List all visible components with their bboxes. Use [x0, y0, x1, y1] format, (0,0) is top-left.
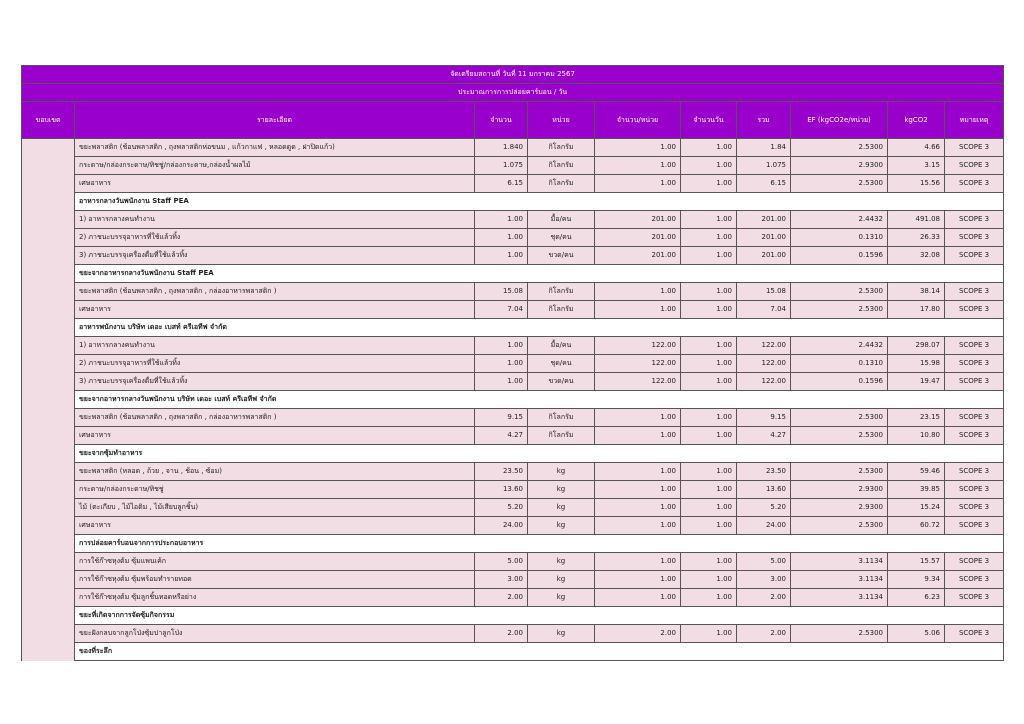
table-cell: kg [528, 589, 595, 607]
table-cell: 1.00 [681, 481, 737, 499]
table-cell: 1.00 [681, 229, 737, 247]
table-cell: 6.15 [475, 175, 528, 193]
section-row [22, 319, 1004, 337]
table-cell: 201.00 [595, 229, 681, 247]
table-cell: 3.00 [475, 571, 528, 589]
table-cell: 201.00 [595, 247, 681, 265]
table-cell: 23.50 [475, 463, 528, 481]
table-row [22, 427, 1004, 445]
table-cell: 1.00 [681, 499, 737, 517]
table-cell: SCOPE 3 [945, 571, 1004, 589]
section-title: ของที่ระลึก [75, 643, 1004, 661]
table-cell: 5.20 [737, 499, 791, 517]
section-title: การปล่อยคาร์บอนจากการประกอบอาหาร [75, 535, 1004, 553]
table-cell: 38.14 [888, 283, 945, 301]
table-cell: 3.15 [888, 157, 945, 175]
row-description: 3) ภาชนะบรรจุเครื่องดื่มที่ใช้แล้วทิ้ง [75, 373, 475, 391]
table-cell: 1.075 [737, 157, 791, 175]
table-cell: SCOPE 3 [945, 553, 1004, 571]
table-cell: 9.15 [475, 409, 528, 427]
table-cell: 0.1310 [791, 355, 888, 373]
table-cell: 201.00 [737, 211, 791, 229]
table-cell: 2.00 [737, 625, 791, 643]
header-cell: รวม [737, 102, 791, 139]
table-cell: 1.00 [681, 139, 737, 157]
emission-sheet [21, 65, 1003, 661]
table-cell: 1.00 [475, 337, 528, 355]
table-cell: 4.27 [475, 427, 528, 445]
section-row [22, 445, 1004, 463]
row-description: เศษอาหาร [75, 175, 475, 193]
table-cell: 1.00 [475, 355, 528, 373]
section-title: อาหารพนักงาน บริษัท เดอะ เบสท์ ครีเอทีฟ จำกัด [75, 319, 1004, 337]
table-cell: 2.4432 [791, 337, 888, 355]
table-row [22, 589, 1004, 607]
header-cell: จำนวน/หน่วย [595, 102, 681, 139]
table-cell: 1.00 [681, 427, 737, 445]
table-cell: 5.00 [737, 553, 791, 571]
table-row [22, 157, 1004, 175]
table-cell: 2.4432 [791, 211, 888, 229]
table-cell: 1.00 [681, 373, 737, 391]
table-row [22, 139, 1004, 157]
table-cell: 7.04 [475, 301, 528, 319]
table-cell: 1.00 [681, 337, 737, 355]
table-cell: 2.5300 [791, 409, 888, 427]
table-cell: 19.47 [888, 373, 945, 391]
table-cell: SCOPE 3 [945, 301, 1004, 319]
table-cell: 59.46 [888, 463, 945, 481]
table-cell: 122.00 [737, 373, 791, 391]
table-cell: 122.00 [737, 355, 791, 373]
table-cell: 1.00 [595, 481, 681, 499]
table-cell: 2.5300 [791, 139, 888, 157]
table-cell: 201.00 [595, 211, 681, 229]
table-cell: 24.00 [737, 517, 791, 535]
table-cell: 1.00 [681, 589, 737, 607]
table-row [22, 355, 1004, 373]
table-cell: SCOPE 3 [945, 481, 1004, 499]
table-cell: 1.00 [681, 175, 737, 193]
table-cell: ขวด/คน [528, 247, 595, 265]
table-cell: 122.00 [595, 355, 681, 373]
table-cell: 2.9300 [791, 157, 888, 175]
row-description: เศษอาหาร [75, 301, 475, 319]
section-row [22, 391, 1004, 409]
table-cell: 1.075 [475, 157, 528, 175]
header-cell: หน่วย [528, 102, 595, 139]
table-cell: 15.56 [888, 175, 945, 193]
header-row [22, 102, 1004, 139]
table-cell: ชุด/คน [528, 355, 595, 373]
header-cell: EF (kgCO2e/หน่วย) [791, 102, 888, 139]
table-row [22, 283, 1004, 301]
table-cell: 9.15 [737, 409, 791, 427]
table-cell: 9.34 [888, 571, 945, 589]
table-cell: 3.1134 [791, 571, 888, 589]
table-cell: กิโลกรัม [528, 427, 595, 445]
section-row [22, 265, 1004, 283]
table-cell: 1.00 [595, 499, 681, 517]
table-cell: 122.00 [595, 373, 681, 391]
table-cell: 2.5300 [791, 427, 888, 445]
row-description: กระดาษ/กล่องกระดาษ/ทิชชู่ [75, 481, 475, 499]
table-cell: กิโลกรัม [528, 409, 595, 427]
table-cell: 1.00 [595, 175, 681, 193]
table-cell: 1.00 [595, 139, 681, 157]
section-title: ขยะจากอาหารกลางวันพนักงาน Staff PEA [75, 265, 1004, 283]
table-cell: 3.00 [737, 571, 791, 589]
table-cell: 1.00 [475, 247, 528, 265]
table-row [22, 301, 1004, 319]
table-cell: 6.23 [888, 589, 945, 607]
table-cell: 1.00 [681, 553, 737, 571]
table-cell: SCOPE 3 [945, 139, 1004, 157]
table-cell: SCOPE 3 [945, 337, 1004, 355]
table-cell: 15.57 [888, 553, 945, 571]
table-cell: 6.15 [737, 175, 791, 193]
table-cell: kg [528, 571, 595, 589]
table-row [22, 175, 1004, 193]
table-cell: 1.00 [681, 517, 737, 535]
header-cell: ขอบเขต [22, 102, 75, 139]
section-title: ขยะที่เกิดจากการจัดซุ้มกิจกรรม [75, 607, 1004, 625]
table-cell: 1.00 [681, 301, 737, 319]
table-cell: SCOPE 3 [945, 247, 1004, 265]
row-description: ขยะพลาสติก (ช้อนพลาสติก , ถุงพลาสติกห่อขนม , แก้วกาแฟ , หลอดดูด , ฝาปิดแก้ว) [75, 139, 475, 157]
table-cell: kg [528, 625, 595, 643]
table-cell: 1.00 [681, 283, 737, 301]
table-cell: 491.08 [888, 211, 945, 229]
scope-column-cell [22, 139, 75, 661]
table-cell: 2.5300 [791, 301, 888, 319]
row-description: ขยะพลาสติก (ช้อนพลาสติก , ถุงพลาสติก , กล่องอาหารพลาสติก ) [75, 283, 475, 301]
table-cell: 5.00 [475, 553, 528, 571]
table-cell: 5.20 [475, 499, 528, 517]
row-description: กระดาษ/กล่องกระดาษ/ทิชชู่/กล่องกระดาษ,กล่องน้ำผลไม้ [75, 157, 475, 175]
table-cell: 1.00 [595, 553, 681, 571]
table-row [22, 625, 1004, 643]
table-cell: 2.9300 [791, 481, 888, 499]
table-cell: 4.66 [888, 139, 945, 157]
table-cell: 32.08 [888, 247, 945, 265]
table-cell: SCOPE 3 [945, 409, 1004, 427]
table-cell: 1.00 [595, 409, 681, 427]
table-cell: 1.00 [681, 157, 737, 175]
table-cell: 24.00 [475, 517, 528, 535]
header-cell: รายละเอียด [75, 102, 475, 139]
table-cell: 17.80 [888, 301, 945, 319]
table-cell: 3.1134 [791, 553, 888, 571]
table-cell: 15.08 [475, 283, 528, 301]
table-row [22, 481, 1004, 499]
emission-table [21, 65, 1004, 661]
table-cell: SCOPE 3 [945, 229, 1004, 247]
table-cell: SCOPE 3 [945, 373, 1004, 391]
table-cell: 5.06 [888, 625, 945, 643]
row-description: 3) ภาชนะบรรจุเครื่องดื่มที่ใช้แล้วทิ้ง [75, 247, 475, 265]
table-cell: 2.00 [475, 625, 528, 643]
row-description: ขยะฝังกลบจากลูกโป่งซุ้มปาลูกโป่ง [75, 625, 475, 643]
table-cell: 2.9300 [791, 499, 888, 517]
table-cell: SCOPE 3 [945, 463, 1004, 481]
table-cell: SCOPE 3 [945, 517, 1004, 535]
table-cell: 7.04 [737, 301, 791, 319]
table-row [22, 229, 1004, 247]
sheet-title: จัดเตรียมสถานที่ วันที่ 11 มกราคม 2567 [22, 66, 1004, 84]
table-cell: ชุด/คน [528, 229, 595, 247]
table-cell: 60.72 [888, 517, 945, 535]
table-cell: 1.84 [737, 139, 791, 157]
table-cell: 1.00 [595, 283, 681, 301]
section-row [22, 193, 1004, 211]
table-cell: 2.5300 [791, 463, 888, 481]
row-description: การใช้ก๊าซหุงต้ม ซุ้มลูกชิ้นทอดหรือย่าง [75, 589, 475, 607]
table-cell: kg [528, 517, 595, 535]
table-cell: 2.00 [595, 625, 681, 643]
table-cell: 15.98 [888, 355, 945, 373]
table-cell: kg [528, 463, 595, 481]
table-cell: SCOPE 3 [945, 157, 1004, 175]
table-cell: 2.00 [737, 589, 791, 607]
row-description: ขยะพลาสติก (ช้อนพลาสติก , ถุงพลาสติก , กล่องอาหารพลาสติก ) [75, 409, 475, 427]
table-cell: 1.00 [595, 427, 681, 445]
table-cell: 4.27 [737, 427, 791, 445]
table-cell: 1.00 [475, 211, 528, 229]
row-description: การใช้ก๊าซหุงต้ม ซุ้มแพนเค้ก [75, 553, 475, 571]
row-description: ขยะพลาสติก (หลอด , ถ้วย , จาน , ช้อน , ซ้อม) [75, 463, 475, 481]
table-cell: กิโลกรัม [528, 175, 595, 193]
table-cell: 1.00 [681, 355, 737, 373]
table-cell: 298.07 [888, 337, 945, 355]
table-row [22, 517, 1004, 535]
table-row [22, 571, 1004, 589]
table-cell: kg [528, 553, 595, 571]
table-cell: 15.08 [737, 283, 791, 301]
table-cell: SCOPE 3 [945, 211, 1004, 229]
table-row [22, 553, 1004, 571]
table-cell: 1.00 [681, 463, 737, 481]
row-description: 2) ภาชนะบรรจุอาหารที่ใช้แล้วทิ้ง [75, 355, 475, 373]
table-cell: 1.00 [595, 157, 681, 175]
table-cell: 1.00 [475, 373, 528, 391]
table-row [22, 247, 1004, 265]
table-row [22, 409, 1004, 427]
table-cell: 1.00 [595, 517, 681, 535]
table-cell: kg [528, 499, 595, 517]
table-cell: 2.5300 [791, 517, 888, 535]
table-cell: 1.840 [475, 139, 528, 157]
table-cell: 201.00 [737, 247, 791, 265]
table-row [22, 337, 1004, 355]
table-cell: SCOPE 3 [945, 355, 1004, 373]
table-cell: 1.00 [681, 409, 737, 427]
sheet-subtitle: ประมาณการการปล่อยคาร์บอน / วัน [22, 84, 1004, 102]
row-description: การใช้ก๊าซหุงต้ม ซุ้มพร้อมทำรายทอด [75, 571, 475, 589]
table-cell: 23.50 [737, 463, 791, 481]
row-description: 2) ภาชนะบรรจุอาหารที่ใช้แล้วทิ้ง [75, 229, 475, 247]
table-cell: 2.5300 [791, 175, 888, 193]
row-description: ไม้ (ตะเกียบ , ไม้ไอติม , ไม้เสียบลูกชิ้น) [75, 499, 475, 517]
table-cell: 122.00 [595, 337, 681, 355]
table-cell: 2.5300 [791, 625, 888, 643]
table-cell: 1.00 [595, 463, 681, 481]
table-cell: kg [528, 481, 595, 499]
section-title: ขยะจากอาหารกลางวันพนักงาน บริษัท เดอะ เบสท์ ครีเอทีฟ จำกัด [75, 391, 1004, 409]
table-row [22, 499, 1004, 517]
table-cell: กิโลกรัม [528, 157, 595, 175]
table-cell: 13.60 [475, 481, 528, 499]
table-cell: SCOPE 3 [945, 625, 1004, 643]
section-row [22, 643, 1004, 661]
table-cell: 1.00 [595, 589, 681, 607]
row-description: เศษอาหาร [75, 427, 475, 445]
table-cell: กิโลกรัม [528, 301, 595, 319]
table-cell: 1.00 [681, 247, 737, 265]
table-cell: 1.00 [595, 301, 681, 319]
table-cell: 1.00 [595, 571, 681, 589]
table-cell: กิโลกรัม [528, 283, 595, 301]
section-row [22, 535, 1004, 553]
table-cell: 10.80 [888, 427, 945, 445]
table-cell: 1.00 [475, 229, 528, 247]
header-cell: จำนวน [475, 102, 528, 139]
table-cell: 2.5300 [791, 283, 888, 301]
table-cell: 1.00 [681, 211, 737, 229]
table-cell: 2.00 [475, 589, 528, 607]
header-cell: kgCO2 [888, 102, 945, 139]
table-cell: 1.00 [681, 571, 737, 589]
table-cell: มื้อ/คน [528, 337, 595, 355]
header-cell: จำนวนวัน [681, 102, 737, 139]
table-cell: SCOPE 3 [945, 589, 1004, 607]
table-cell: 26.33 [888, 229, 945, 247]
table-row [22, 211, 1004, 229]
table-cell: 201.00 [737, 229, 791, 247]
table-cell: มื้อ/คน [528, 211, 595, 229]
section-title: ขยะจากซุ้มทำอาหาร [75, 445, 1004, 463]
row-description: 1) อาหารกลางคนทำงาน [75, 211, 475, 229]
table-cell: SCOPE 3 [945, 175, 1004, 193]
table-cell: 13.60 [737, 481, 791, 499]
table-cell: 39.85 [888, 481, 945, 499]
table-cell: SCOPE 3 [945, 283, 1004, 301]
table-cell: 23.15 [888, 409, 945, 427]
table-cell: 122.00 [737, 337, 791, 355]
table-cell: 1.00 [681, 625, 737, 643]
header-cell: หมายเหตุ [945, 102, 1004, 139]
row-description: 1) อาหารกลางคนทำงาน [75, 337, 475, 355]
table-row [22, 463, 1004, 481]
table-cell: ขวด/คน [528, 373, 595, 391]
table-cell: SCOPE 3 [945, 427, 1004, 445]
table-row [22, 373, 1004, 391]
table-cell: 15.24 [888, 499, 945, 517]
section-title: อาหารกลางวันพนักงาน Staff PEA [75, 193, 1004, 211]
table-cell: 0.1310 [791, 229, 888, 247]
table-cell: 0.1596 [791, 247, 888, 265]
table-cell: 3.1134 [791, 589, 888, 607]
table-cell: SCOPE 3 [945, 499, 1004, 517]
row-description: เศษอาหาร [75, 517, 475, 535]
table-cell: กิโลกรัม [528, 139, 595, 157]
table-cell: 0.1596 [791, 373, 888, 391]
section-row [22, 607, 1004, 625]
